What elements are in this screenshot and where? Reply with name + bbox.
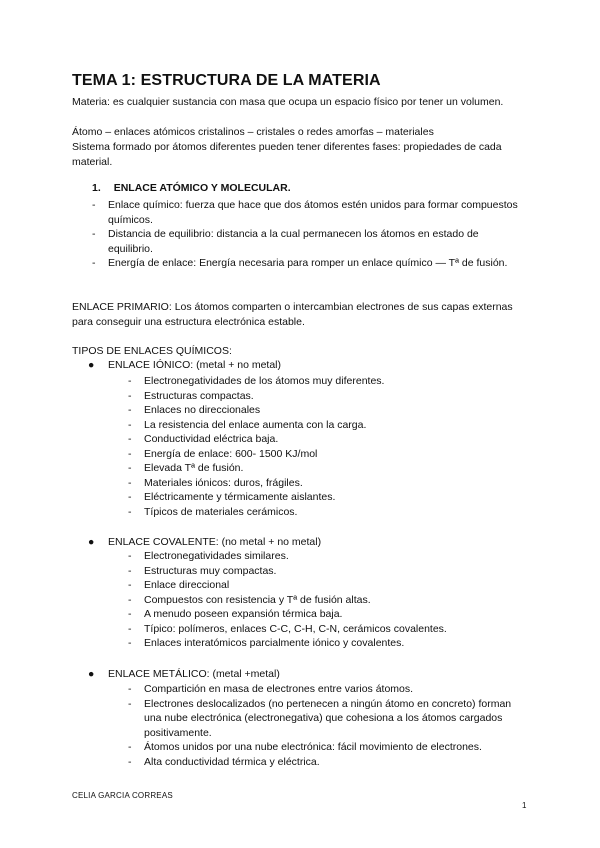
dash-marker: - xyxy=(92,199,96,211)
dash-marker: - xyxy=(92,257,96,269)
list-item-text: Distancia de equilibrio: distancia a la cual permanecen los átomos en estado de equilibrio. xyxy=(108,228,479,255)
list-item xyxy=(128,461,528,476)
intro-paragraph-materia: Materia: es cualquier sustancia con masa que ocupa un espacio físico por tener un volumen. xyxy=(72,96,504,108)
dash-marker: - xyxy=(128,593,132,606)
list-item-text: Enlaces interatómicos parcialmente iónico y covalentes. xyxy=(144,637,405,649)
bullet-marker: ● xyxy=(88,668,95,680)
list-item xyxy=(128,374,528,389)
list-item xyxy=(128,622,528,637)
list-item-text: Enlace químico: fuerza que hace que dos átomos estén unidos para formar compuestos químicos. xyxy=(108,199,518,226)
list-item-text: Alta conductividad térmica y eléctrica. xyxy=(144,755,320,768)
section-1-number: 1. xyxy=(92,182,101,194)
list-item-text: Compuestos con resistencia y Tª de fusión altas. xyxy=(144,593,371,606)
dash-marker: - xyxy=(128,476,132,489)
list-item-text: Electronegatividades de los átomos muy diferentes. xyxy=(144,375,385,387)
covalente-heading-text: ENLACE COVALENTE: (no metal + no metal) xyxy=(108,536,322,548)
dash-marker: - xyxy=(128,375,132,387)
list-item-text: Enlaces no direccionales xyxy=(144,404,261,416)
dash-marker: - xyxy=(128,462,132,474)
list-item xyxy=(128,549,528,564)
dash-marker: - xyxy=(128,697,132,710)
list-item xyxy=(128,476,528,491)
list-item xyxy=(128,432,528,447)
list-item xyxy=(128,505,528,520)
list-item xyxy=(128,636,528,651)
list-item xyxy=(128,447,528,462)
list-item-text: Átomos unidos por una nube electrónica: fácil movimiento de electrones. xyxy=(144,741,482,753)
dash-marker: - xyxy=(92,228,96,240)
list-item-text: Estructuras muy compactas. xyxy=(144,564,277,577)
list-item xyxy=(128,755,528,770)
list-item xyxy=(128,418,528,433)
list-item xyxy=(128,740,528,755)
list-item-text: La resistencia del enlace aumenta con la carga. xyxy=(144,418,367,431)
dash-marker: - xyxy=(128,433,132,445)
dash-marker: - xyxy=(128,622,132,635)
dash-marker: - xyxy=(128,637,132,649)
dash-marker: - xyxy=(128,389,132,402)
list-item-text: Energía de enlace: 600- 1500 KJ/mol xyxy=(144,447,318,460)
list-item xyxy=(128,697,528,741)
dash-marker: - xyxy=(128,491,132,503)
enlace-primario-paragraph: ENLACE PRIMARIO: Los átomos comparten o intercambian electrones de sus capas externas para conseguir una estructura electrónica estable. xyxy=(72,301,513,328)
list-item xyxy=(128,593,528,608)
dash-marker: - xyxy=(128,550,132,562)
list-item-text: Enlace direccional xyxy=(144,579,230,591)
list-item-text: Compartición en masa de electrones entre varios átomos. xyxy=(144,683,414,695)
list-item-text: Eléctricamente y térmicamente aislantes. xyxy=(144,491,336,503)
list-item xyxy=(128,389,528,404)
footer-author: CELIA GARCIA CORREAS xyxy=(72,791,173,800)
dash-marker: - xyxy=(128,579,132,591)
list-item xyxy=(128,490,528,505)
ionico-heading xyxy=(88,358,281,373)
intro-paragraph-sistema: Sistema formado por átomos diferentes pueden tener diferentes fases: propiedades de cada material. xyxy=(72,141,502,168)
section-1-list xyxy=(92,198,522,271)
dash-marker: - xyxy=(128,683,132,695)
list-item-text: Electrones deslocalizados (no pertenecen a ningún átomo en concreto) forman una nube electrónica (electronegativa) que cohesiona a los átomos cargados positivamente. xyxy=(144,697,512,739)
bullet-marker: ● xyxy=(88,536,95,548)
list-item xyxy=(128,607,528,622)
page-title: TEMA 1: ESTRUCTURA DE LA MATERIA xyxy=(72,72,381,89)
list-item-text: Estructuras compactas. xyxy=(144,389,254,402)
bullet-marker: ● xyxy=(88,359,95,371)
dash-marker: - xyxy=(128,741,132,753)
tipos-heading: TIPOS DE ENLACES QUÍMICOS: xyxy=(72,345,232,357)
covalente-heading xyxy=(88,535,321,550)
list-item xyxy=(92,227,522,256)
ionico-heading-text: ENLACE IÓNICO: (metal + no metal) xyxy=(108,359,282,371)
list-item xyxy=(92,256,522,271)
list-item xyxy=(92,198,522,227)
dash-marker: - xyxy=(128,418,132,431)
dash-marker: - xyxy=(128,505,132,518)
list-item xyxy=(128,578,528,593)
dash-marker: - xyxy=(128,608,132,620)
section-1-title: ENLACE ATÓMICO Y MOLECULAR. xyxy=(113,182,291,194)
list-item xyxy=(128,682,528,697)
metalico-heading-text: ENLACE METÁLICO: (metal +metal) xyxy=(108,668,280,680)
ionico-list xyxy=(128,374,528,519)
list-item-text: Elevada Tª de fusión. xyxy=(144,462,244,474)
list-item xyxy=(128,403,528,418)
list-item-text: Conductividad eléctrica baja. xyxy=(144,433,279,445)
dash-marker: - xyxy=(128,447,132,460)
list-item-text: Materiales iónicos: duros, frágiles. xyxy=(144,476,303,489)
list-item-text: Energía de enlace: Energía necesaria para romper un enlace químico — Tª de fusión. xyxy=(108,257,508,269)
list-item-text: Típicos de materiales cerámicos. xyxy=(144,505,298,518)
page-number: 1 xyxy=(522,801,527,810)
list-item-text: Electronegatividades similares. xyxy=(144,550,289,562)
metalico-list xyxy=(128,682,528,769)
metalico-heading xyxy=(88,667,280,682)
list-item xyxy=(128,564,528,579)
covalente-list xyxy=(128,549,528,651)
intro-paragraph-atomo: Átomo – enlaces atómicos cristalinos – cristales o redes amorfas – materiales xyxy=(72,126,434,138)
list-item-text: Típico: polímeros, enlaces C-C, C-H, C-N, cerámicos covalentes. xyxy=(144,622,447,635)
dash-marker: - xyxy=(128,564,132,577)
dash-marker: - xyxy=(128,755,132,768)
dash-marker: - xyxy=(128,404,132,416)
list-item-text: A menudo poseen expansión térmica baja. xyxy=(144,608,343,620)
section-1-heading xyxy=(92,182,291,194)
